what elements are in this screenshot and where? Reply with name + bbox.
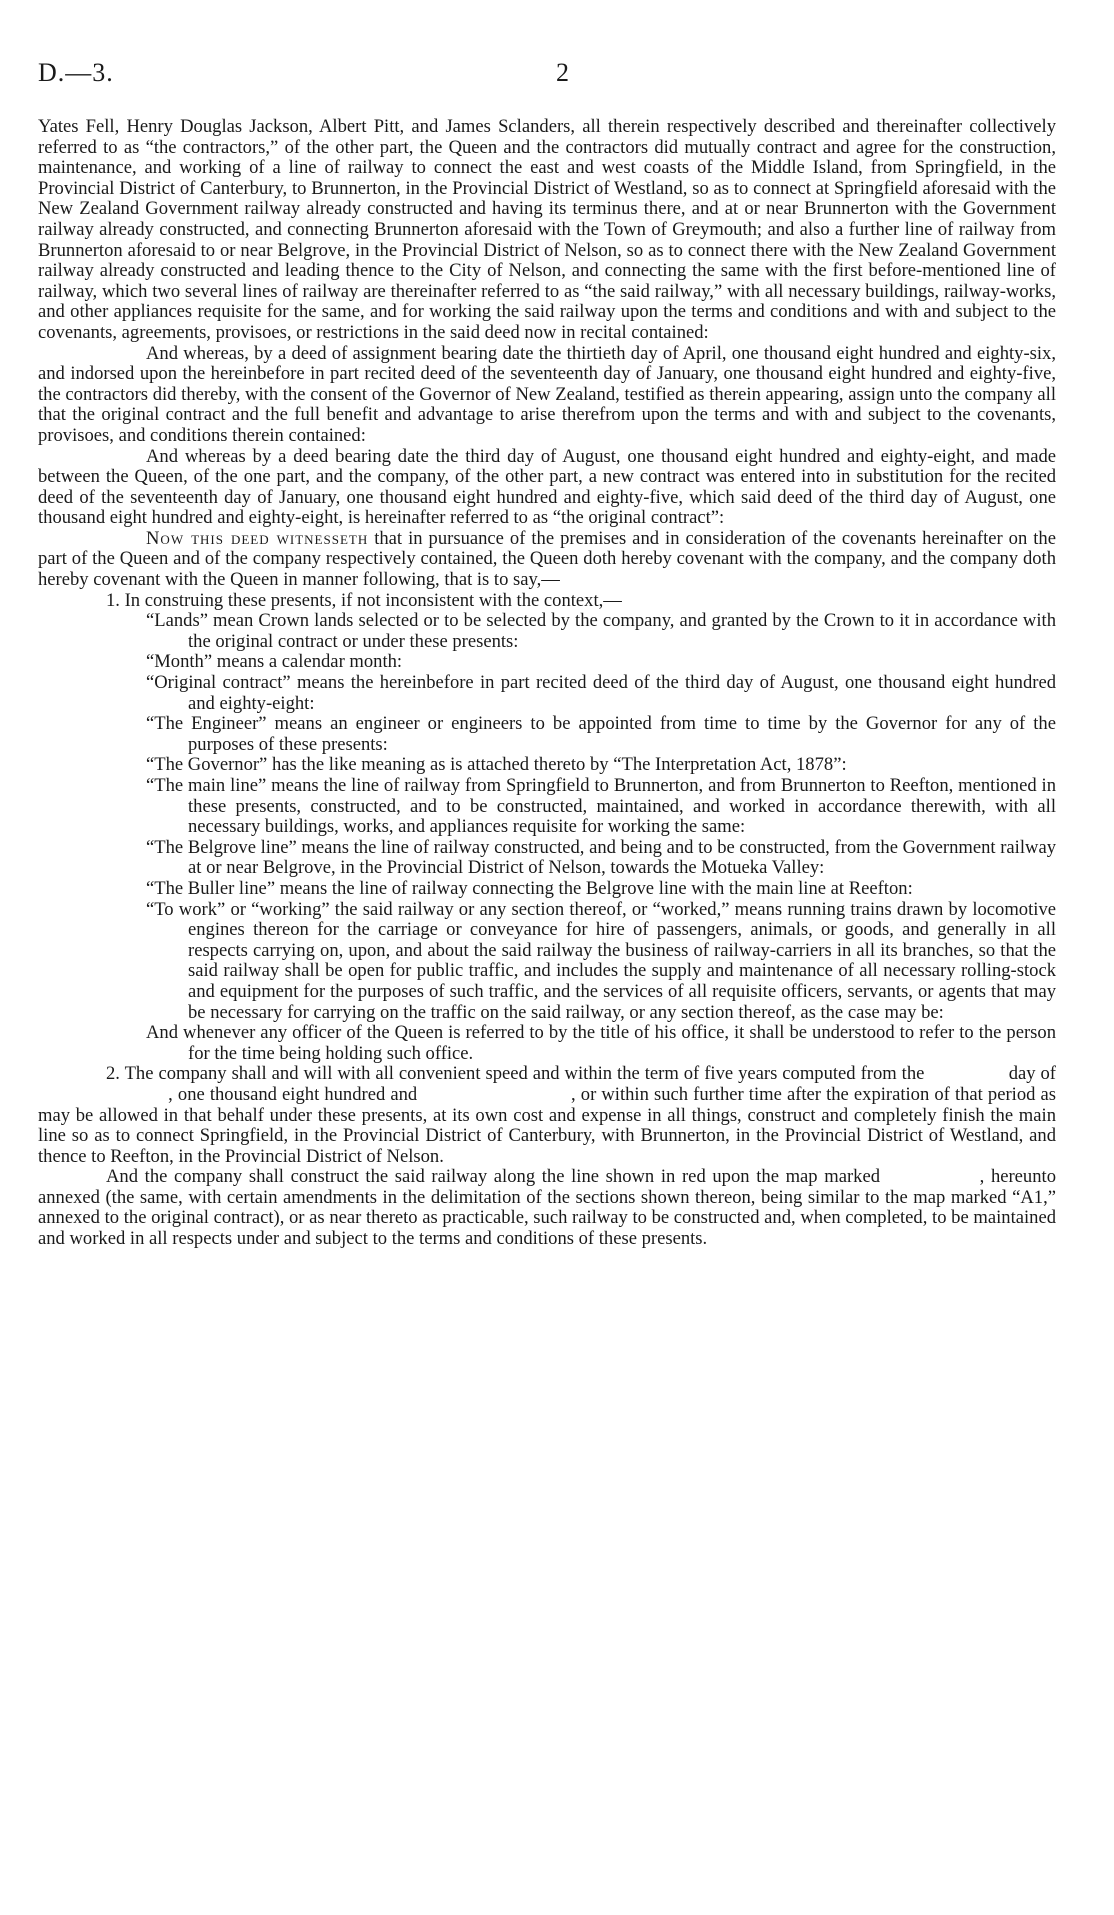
definition-original-contract: “Original contract” means the hereinbefore in part recited deed of the third day of August, one thousand eight hundred and eighty-eight:: [146, 672, 1056, 714]
clause-1: 1. In construing these presents, if not inconsistent with the context,—: [106, 589, 622, 611]
definition-month: “Month” means a calendar month:: [146, 651, 403, 673]
definition-governor: “The Governor” has the like meaning as is attached thereto by “The Interpretation Act, 1878”:: [146, 754, 847, 776]
witness-lead: Now this deed witnesseth: [146, 527, 369, 549]
definition-main-line: “The main line” means the line of railway from Springfield to Brunnerton, and from Brunnerton to Reefton, mentioned in these presents, constructed, and to be constructed, maintained, and worked in accordance therewith, with all necessary buildings, works, and appliances requisite for working the same:: [146, 775, 1056, 838]
clause-2-continued: And the company shall construct the said railway along the line shown in red upon the map marked , hereunto annexed (the same, with certain amendments in the delimitation of the sections shown thereon, being similar to the map marked “A1,” annexed to the original contract), or as near thereto as practicable, such railway to be constructed and, when completed, to be maintained and worked in all respects under and subject to the terms and conditions of these presents.: [38, 1166, 1056, 1250]
document-reference: D.—3.: [38, 58, 114, 87]
witness-paragraph: [38, 529, 1056, 591]
definition-belgrove-line: “The Belgrove line” means the line of railway constructed, and being and to be constructed, from the Government railway at or near Belgrove, in the Provincial District of Nelson, towards the Motueka Valley:: [146, 836, 1056, 879]
page-number: 2: [556, 58, 569, 87]
definitions-tail: And whenever any officer of the Queen is referred to by the title of his office, it shall be understood to refer to the person for the time being holding such office.: [146, 1022, 1056, 1064]
definition-to-work: “To work” or “working” the said railway or any section thereof, or “worked,” means running trains drawn by locomotive engines thereon for the carriage or conveyance for hire of passengers, animals, or goods, and generally in all respects carrying on, upon, and about the said railway the business of railway-carriers in all its branches, so that the said railway shall be open for public traffic, and includes the supply and maintenance of all necessary rolling-stock and equipment for the purposes of such traffic, and the services of all requisite officers, servants, or agents that may be necessary for carrying on the traffic on the said railway, or any section thereof, as the case may be:: [146, 898, 1056, 1023]
intro-paragraph: Yates Fell, Henry Douglas Jackson, Albert Pitt, and James Sclanders, all therein respectively described and thereinafter collectively referred to as “the contractors,” of the other part, the Queen and the contractors did mutually contract and agree for the construction, maintenance, and working of a line of railway to connect the east and west coasts of the Middle Island, from Springfield, in the Provincial District of Canterbury, to Brunnerton, in the Provincial District of Westland, so as to connect at Springfield aforesaid with the New Zealand Government railway already constructed and having its terminus there, and at or near Brunnerton with the Government railway already constructed, and connecting Brunnerton aforesaid with the Town of Greymouth; and also a further line of railway from Brunnerton aforesaid to or near Belgrove, in the Provincial District of Nelson, so as to connect there with the New Zealand Government railway already constructed and leading thence to the City of Nelson, and connecting the same with the first before-mentioned line of railway, which two several lines of railway are thereinafter referred to as “the said railway,” with all necessary buildings, railway-works, and other appliances requisite for the same, and for working the said railway upon the terms and conditions and with and subject to the covenants, agreements, provisoes, or restrictions in the said deed now in recital contained:: [38, 116, 1056, 343]
definition-engineer: “The Engineer” means an engineer or engineers to be appointed from time to time by the Governor for any of the purposes of these presents:: [146, 713, 1056, 755]
document-body: [38, 117, 1056, 1250]
deed-paragraph: And whereas by a deed bearing date the third day of August, one thousand eight hundred and eighty-eight, and made between the Queen, of the one part, and the company, of the other part, a new contract was entered into in substitution for the recited deed of the seventeenth day of January, one thousand eight hundred and eighty-five, which said deed of the third day of August, one thousand eight hundred and eighty-eight, is hereinafter referred to as “the original contract”:: [38, 445, 1056, 529]
witness-text: that in pursuance of the premises and in consideration of the covenants hereinafter on the part of the Queen and of the company respectively contained, the Queen doth hereby covenant with the company, and the company doth hereby covenant with the Queen in manner following, that is to say,—: [38, 527, 1056, 591]
definition-buller-line: “The Buller line” means the line of railway connecting the Belgrove line with the main line at Reefton:: [146, 877, 913, 899]
assignment-paragraph: And whereas, by a deed of assignment bearing date the thirtieth day of April, one thousand eight hundred and eighty-six, and indorsed upon the hereinbefore in part recited deed of the seventeenth day of January, one thousand eight hundred and eighty-five, the contractors did thereby, with the consent of the Governor of New Zealand, testified as therein appearing, assign unto the company all that the original contract and the full benefit and advantage to arise therefrom upon the terms and with and subject to the covenants, provisoes, and conditions therein contained:: [38, 342, 1056, 446]
definitions-list: [146, 611, 1056, 1023]
clause-2: 2. The company shall and will with all convenient speed and within the term of five years computed from the day of , one thousand eight hundred and , or within such further time after the expiration of that period as may be allowed in that behalf under these presents, at its own cost and expense in all things, construct and completely finish the main line so as to connect Springfield, in the Provincial District of Canterbury, with Brunnerton, in the Provincial District of Westland, and thence to Reefton, in the Provincial District of Nelson.: [38, 1063, 1056, 1167]
definition-lands: “Lands” mean Crown lands selected or to be selected by the company, and granted by the Crown to it in accordance with the original contract or under these presents:: [146, 610, 1056, 652]
page-header: [38, 58, 1058, 98]
